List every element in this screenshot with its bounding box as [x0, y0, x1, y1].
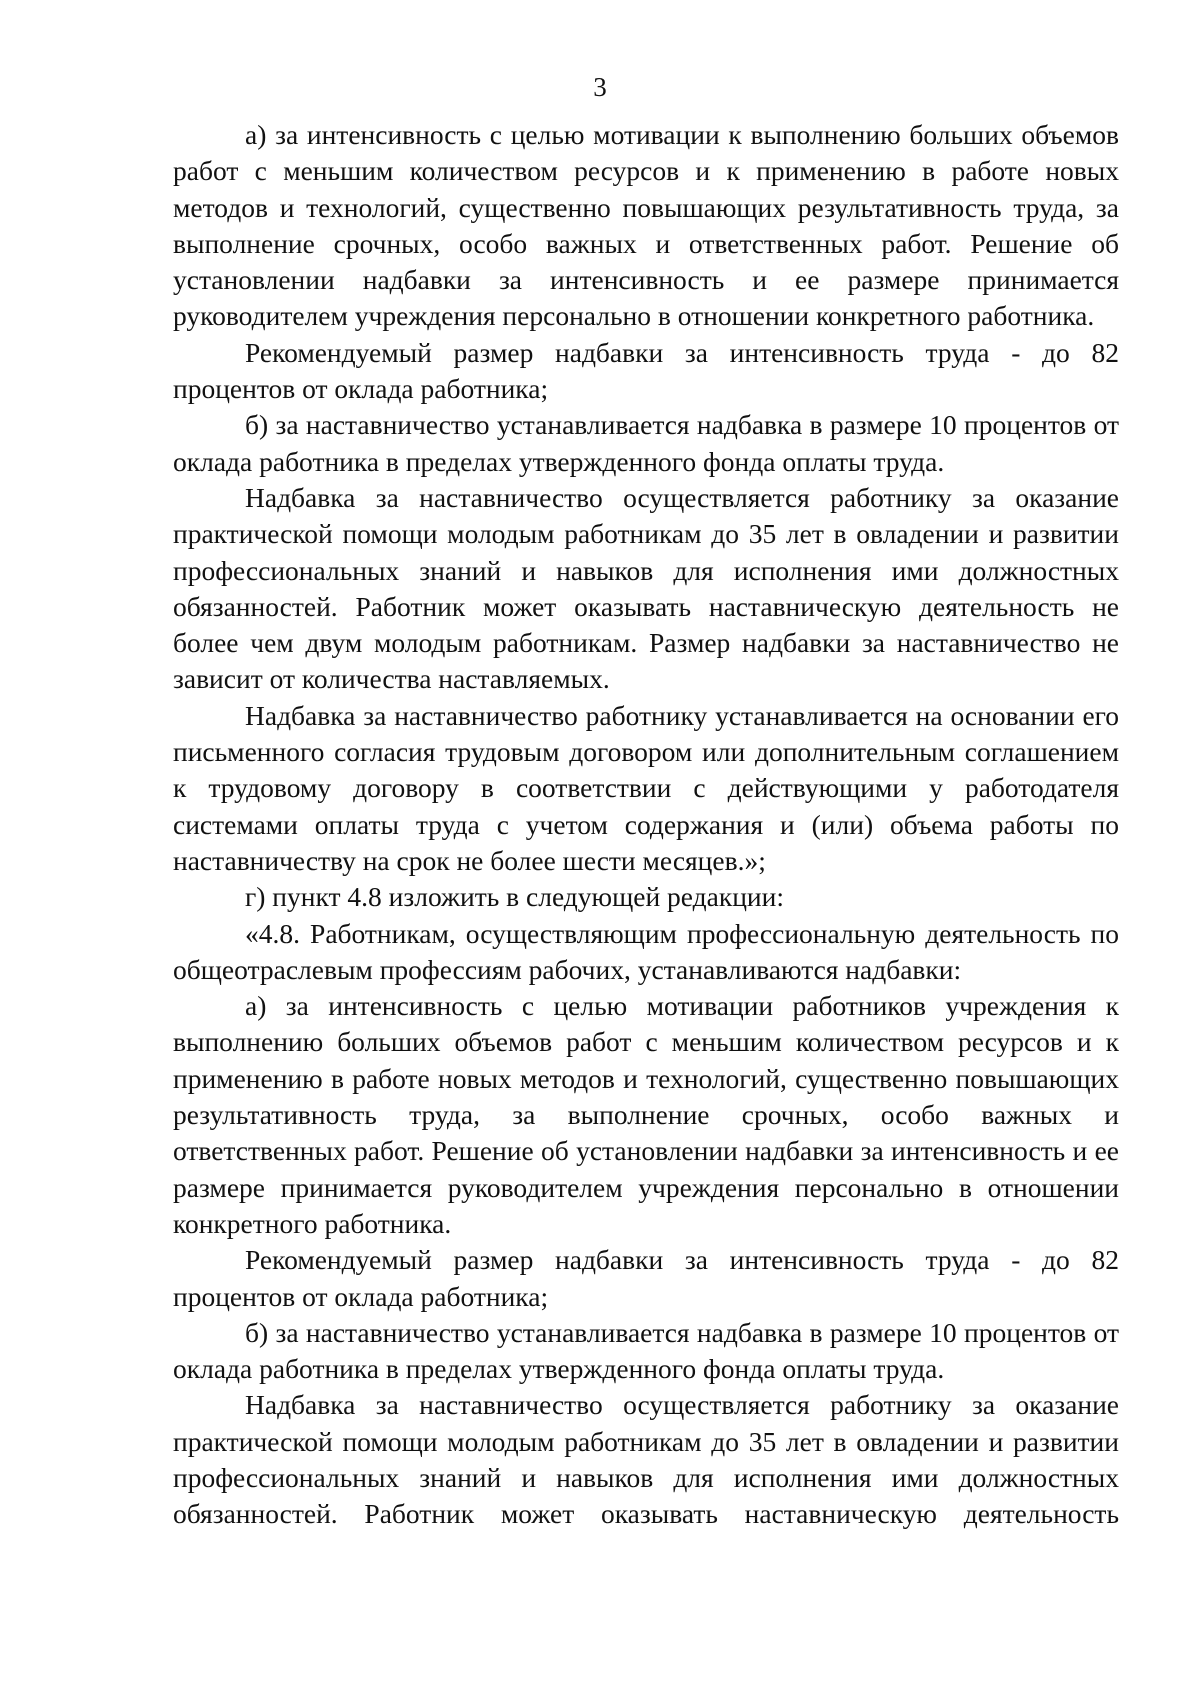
paragraph-workers-intensity-bonus: а) за интенсивность с целью мотивации работников учреждения к выполнению больших объемов работ с меньшим количеством ресурсов и к применению в работе новых методов и технологий, существенно повышающих результативность труда, за выполнение срочных, особо важных и ответственных работ. Решение об установлении надбавки за интенсивность и ее размере принимается руководителем учреждения персонально в отношении конкретного работника. [173, 990, 1119, 1239]
paragraph-intensity-bonus: а) за интенсивность с целью мотивации к выполнению больших объемов работ с меньшим количеством ресурсов и к применению в работе новых методов и технологий, существенно повышающих результативность труда, за выполнение срочных, особо важных и ответственных работ. Решение об установлении надбавки за интенсивность и ее размере принимается руководителем учреждения персонально в отношении конкретного работника. [173, 119, 1119, 332]
paragraph-clause-4-8-amendment: г) пункт 4.8 изложить в следующей редакции: [245, 881, 784, 913]
paragraph-mentoring-bonus: б) за наставничество устанавливается надбавка в размере 10 процентов от оклада работника в пределах утвержденного фонда оплаты труда. [173, 409, 1119, 477]
document-body [173, 117, 1119, 1533]
paragraph-intensity-recommended-size: Рекомендуемый размер надбавки за интенсивность труда - до 82 процентов от оклада работника; [173, 336, 1119, 405]
paragraph-mentoring-conditions: Надбавка за наставничество осуществляется работнику за оказание практической помощи молодым работникам до 35 лет в овладении и развитии профессиональных знаний и навыков для исполнения ими должностных обязанностей. Работник может оказывать наставническую деятельность не более чем двум молодым работникам. Размер надбавки за наставничество не зависит от количества наставляемых. [173, 481, 1119, 695]
paragraph-workers-mentoring-bonus: б) за наставничество устанавливается надбавка в размере 10 процентов от оклада работника в пределах утвержденного фонда оплаты труда. [173, 1316, 1119, 1385]
paragraph-workers-intensity-recommended-size: Рекомендуемый размер надбавки за интенсивность труда - до 82 процентов от оклада работника; [173, 1244, 1119, 1312]
page-number: 3 [593, 72, 607, 102]
paragraph-clause-4-8-text: «4.8. Работникам, осуществляющим профессиональную деятельность по общеотраслевым профессиям рабочих, устанавливаются надбавки: [173, 917, 1119, 985]
paragraph-workers-mentoring-conditions: Надбавка за наставничество осуществляется работнику за оказание практической помощи молодым работникам до 35 лет в овладении и развитии профессиональных знаний и навыков для исполнения ими должностных обязанностей. Работник может оказывать наставническую деятельность [173, 1389, 1119, 1530]
paragraph-mentoring-consent: Надбавка за наставничество работнику устанавливается на основании его письменного согласия трудовым договором или дополнительным соглашением к трудовому договору в соответствии с действующими у работодателя системами оплаты труда с учетом содержания и (или) объема работы по наставничеству на срок не более шести месяцев.»; [173, 699, 1119, 876]
